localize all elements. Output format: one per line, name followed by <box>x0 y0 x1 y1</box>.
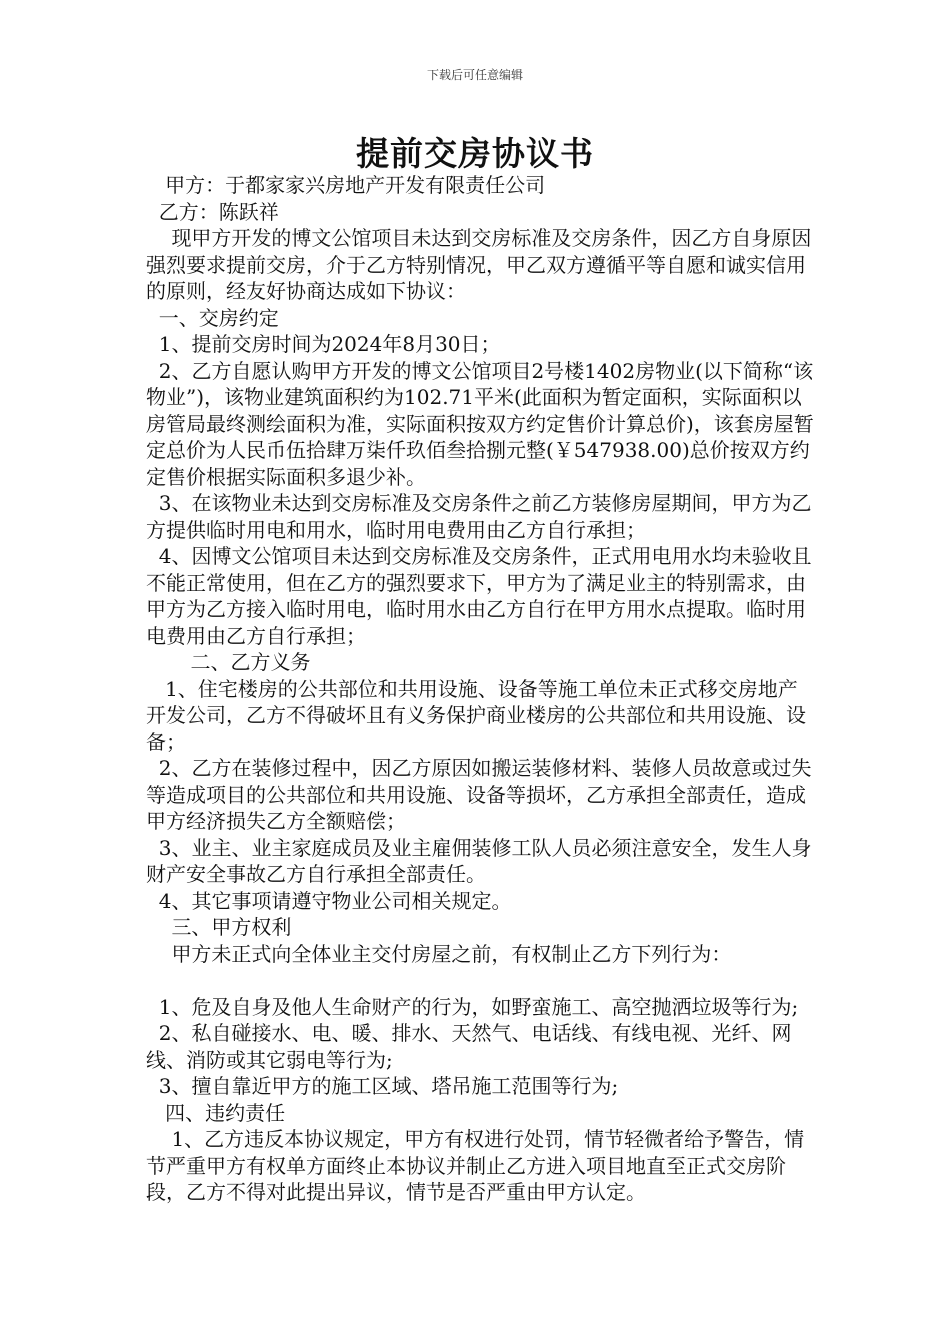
party-b-line: 乙方：陈跃祥 <box>146 199 279 224</box>
party-a-line: 甲方：于都家家兴房地产开发有限责任公司 <box>146 173 546 197</box>
clause-2-4: 4、其它事项请遵守物业公司相关规定。 <box>146 888 512 913</box>
clause-1-3: 3、在该物业未达到交房标准及交房条件之前乙方装修房屋期间，甲方为乙方提供临时用电和用水，临时用电费用由乙方自行承担； <box>146 491 812 542</box>
clause-2-1: 1、住宅楼房的公共部位和共用设施、设备等施工单位未正式移交房地产开发公司，乙方不得破坏且有义务保护商业楼房的公共部位和共用设施、设备； <box>146 676 806 754</box>
clause-3-1: 1、危及自身及他人生命财产的行为，如野蛮施工、高空抛洒垃圾等行为; <box>146 994 799 1019</box>
section-heading-delivery: 一、交房约定 <box>146 305 279 330</box>
document-title: 提前交房协议书 <box>356 134 594 173</box>
document-body <box>146 172 816 1206</box>
clause-3-2: 2、私自碰接水、电、暖、排水、天然气、电话线、有线电视、光纤、网线、消防或其它弱电等行为; <box>146 1021 792 1072</box>
blank-line <box>146 967 816 994</box>
clause-2-3: 3、业主、业主家庭成员及业主雇佣装修工队人员必须注意安全，发生人身财产安全事故乙方自行承担全部责任。 <box>146 835 812 886</box>
clause-1-4: 4、因博文公馆项目未达到交房标准及交房条件，正式用电用水均未验收且不能正常使用，但在乙方的强烈要求下，甲方为了满足业主的特别需求，由甲方为乙方接入临时用电，临时用水由乙方自行在甲方用水点提取。临时用电费用由乙方自行承担； <box>146 544 812 648</box>
clause-4-1: 1、乙方违反本协议规定，甲方有权进行处罚，情节轻微者给予警告，情节严重甲方有权单方面终止本协议并制止乙方进入项目地直至正式交房阶段，乙方不得对此提出异议，情节是否严重由甲方认定。 <box>146 1127 805 1204</box>
section-heading-obligations: 二、乙方义务 <box>146 650 311 674</box>
clause-2-2: 2、乙方在装修过程中，因乙方原因如搬运装修材料、装修人员故意或过失等造成项目的公共部位和共用设施、设备等损坏，乙方承担全部责任，造成甲方经济损失乙方全额赔偿； <box>146 756 812 833</box>
clause-1-1: 1、提前交房时间为2024年8月30日； <box>146 332 501 356</box>
clause-1-2: 2、乙方自愿认购甲方开发的博文公馆项目2号楼1402房物业(以下简称“该物业”)，该物业建筑面积约为102.71平米(此面积为暂定面积，实际面积以房管局最终测绘面积为准，实际面积按双方约定售价计算总价)，该套房屋暂定总价为人民币伍拾肆万柒仟玖佰叁拾捌元整(￥547938.00)总价按双方约定售价根据实际面积多退少补。 <box>146 358 814 489</box>
rights-intro: 甲方未正式向全体业主交付房屋之前，有权制止乙方下列行为： <box>146 941 732 966</box>
clause-3-3: 3、擅自靠近甲方的施工区域、塔吊施工范围等行为; <box>146 1074 619 1098</box>
preamble-paragraph: 现甲方开发的博文公馆项目未达到交房标准及交房条件，因乙方自身原因强烈要求提前交房，介于乙方特别情况，甲乙双方遵循平等自愿和诚实信用的原则，经友好协商达成如下协议： <box>146 226 812 303</box>
section-heading-liability: 四、违约责任 <box>146 1100 286 1125</box>
header-note: 下载后可任意编辑 <box>426 68 523 82</box>
section-heading-rights: 三、甲方权利 <box>146 915 292 939</box>
